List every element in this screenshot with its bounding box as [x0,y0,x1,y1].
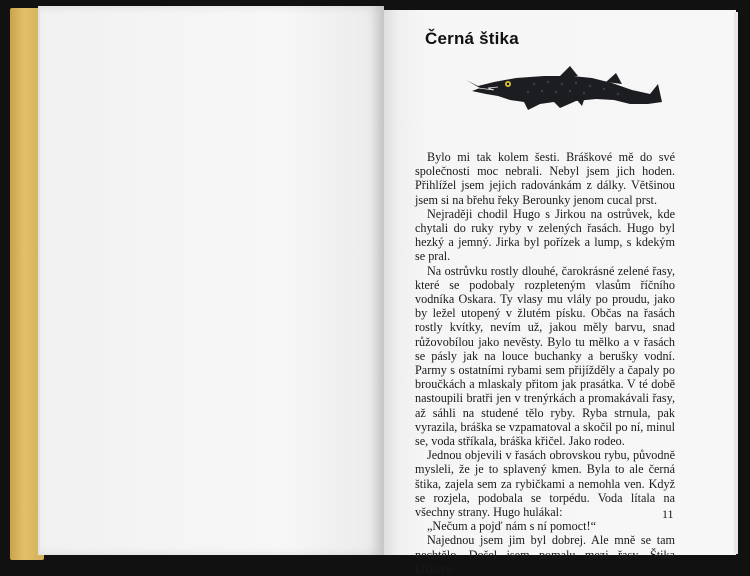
paragraph-5: „Nečum a pojď nám s ní pomoct!“ [427,519,596,534]
page-number: 11 [662,507,674,521]
paragraph-4: Jednou objevili v řasách obrovskou rybu, původně mysleli, že je to splavený kmen. Byla to ale černá štika, zajela sem za rybičkami a nemohla ven. Když se rozjela, podobala se torpédu. Voda lítala na všechny strany. Hugo hulákal: [415,448,675,520]
pike-fish-illustration [464,64,664,112]
paragraph-2: Nejraději chodil Hugo s Jirkou na ostrůvek, kde chytali do ruky ryby v zelených řasách. Hugo byl hezký a jemný. Jirka byl pořízek a lump, s kdekým se pral. [415,206,675,264]
paragraph-1: Bylo mi tak kolem šesti. Bráškové mě do své společnosti moc nebrali. Nebyl jsem jich hoden. Přihlížel jsem jejich radovánkám z dálky. Většinou jsem si na břehu řeky Berounky jenom cucal prst. [415,150,675,207]
chapter-title: Černá štika [425,29,519,48]
left-page [40,6,384,555]
paragraph-6: Najednou jsem jim byl dobrej. Ale mně se tam nechtělo. Došel jsem pomalu mezi řasy. Štika křížova- [415,533,675,576]
chapter-body [415,150,675,576]
paragraph-3: Na ostrůvku rostly dlouhé, čarokrásné zelené řasy, které se podobaly rozpleteným vlasům říčního vodníka Oskara. Ty vlasy mu vlály po proudu, jako by ležel utopený v žlutém písku. Občas na řasách rostly kvítky, nevím už, jakou měly barvu, snad růžovobílou jako nevěsty. Bylo tu mělko a v řasách se pásly jak na louce buchanky a berušky vodní. Parmy s ostatními rybami sem přijížděly a čapaly po broučkách a mlaskaly přitom jak prasátka. V té době nastoupili bratři jen v trenýrkách a promakávali řasy, až sáhli na studené tělo ryby. Ryba strnula, pak vyrazila, bráška se vzpamatoval a skočil po ní, minul se, voda stříkala, bráška křičel. Jako rodeo. [415,263,675,449]
right-page-edge [734,12,738,554]
